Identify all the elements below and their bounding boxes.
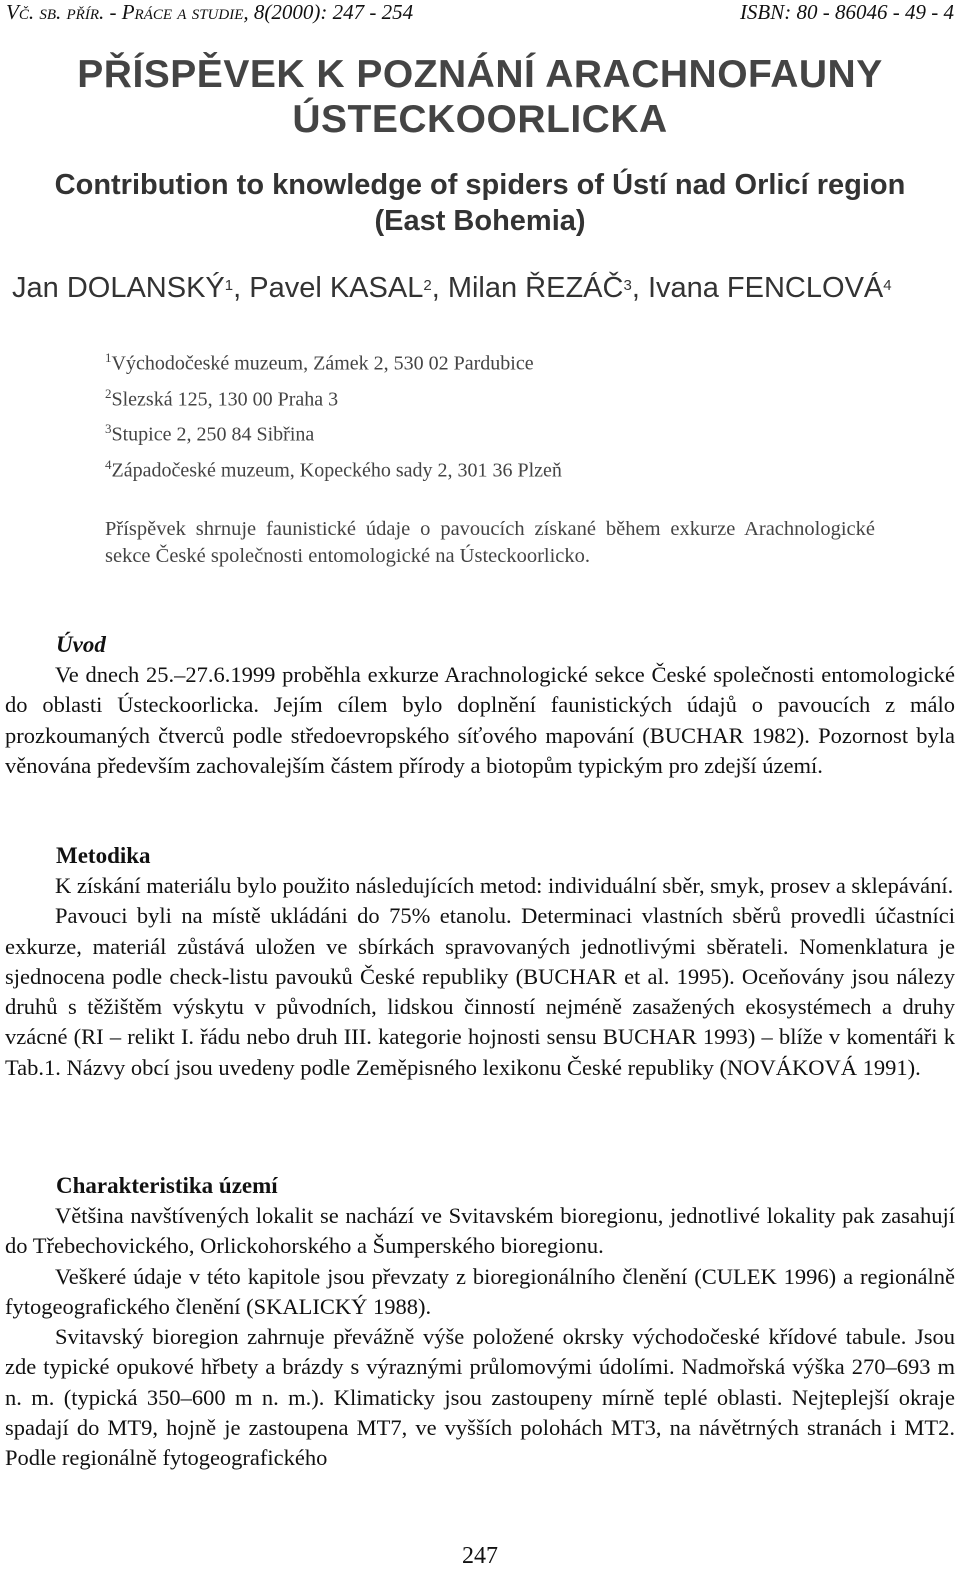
affiliation-mark: 3 xyxy=(105,421,112,437)
affiliation-text: Východočeské muzeum, Zámek 2, 530 02 Pardubice xyxy=(111,352,534,375)
author-affiliation-mark: 2 xyxy=(423,277,432,294)
affiliation-text: Západočeské muzeum, Kopeckého sady 2, 301 36 Plzeň xyxy=(111,459,562,482)
section-body-uvod xyxy=(5,660,955,781)
paragraph: Ve dnech 25.–27.6.1999 proběhla exkurze Arachnologické sekce České společnosti entomologické do oblasti Ústeckoorlicka. Jejím cílem bylo doplnění faunistických údajů o pavoucích z málo prozkoumaných čtverců podle středoevropského síťového mapování (BUCHAR 1982). Pozornost byla věnována především zachovalejším částem přírody a biotopům typickým pro zdejší území. xyxy=(5,662,955,778)
page-number: 247 xyxy=(462,1543,498,1569)
affiliation-item xyxy=(105,450,562,486)
paragraph: Pavouci byli na místě ukládáni do 75% etanolu. Determinaci vlastních sběrů provedli účastníci exkurze, materiál zůstává uložen ve sbírkách spravovaných jednotlivými sběrateli. Nomenklatura je sjednocena podle check-listu pavouků České republiky (BUCHAR et al. 1995). Oceňovány jsou nálezy druhů s těžištěm výskytu v původních, lidskou činností nejméně zasažených ekosystémech a druhy vzácné (RI – relikt I. řádu nebo druh III. kategorie hojnosti sensu BUCHAR 1993) – blíže v komentáři k Tab.1. Názvy obcí jsou uvedeny podle Zeměpisného lexikonu České republiky (NOVÁKOVÁ 1991). xyxy=(5,903,955,1080)
running-header xyxy=(6,0,954,26)
paragraph: Svitavský bioregion zahrnuje převážně výše položené okrsky východočeské křídové tabule. Jsou zde typické opukové hřbety a brázdy s výraznými průlomovými údolími. Nadmořská výška 270–693 m n. m. (typická 350–600 m n. m.). Klimaticky jsou zastoupeny mírně teplé oblasti. Nejteplejší okraje spadají do MT9, hojně je zastoupena MT7, ve vyšších polohách MT3, na návětrných stranách i MT2. Podle regionálně fytogeografického xyxy=(5,1324,955,1471)
paragraph: Většina navštívených lokalit se nachází ve Svitavském bioregionu, jednotlivé lokality pak zasahují do Třebechovického, Orlickohorského a Šumperského bioregionu. xyxy=(5,1203,955,1259)
affiliation-mark: 2 xyxy=(105,385,112,401)
paragraph: Veškeré údaje v této kapitole jsou převzaty z bioregionálního členění (CULEK 1996) a regionálně fytogeografického členění (SKALICKÝ 1988). xyxy=(5,1263,955,1319)
article-title xyxy=(0,52,960,142)
article-title-line-1: PŘÍSPĚVEK K POZNÁNÍ ARACHNOFAUNY xyxy=(77,53,883,96)
author-list: Jan DOLANSKÝ$^1$, Pavel KASAL$^2$, Milan ŘEZÁČ$^3$, Ivana FENCLOVÁ$^4$ xyxy=(12,272,892,304)
paragraph: K získání materiálu bylo použito následujících metod: individuální sběr, smyk, prosev a sklepávání. xyxy=(55,873,954,898)
author-affiliation-mark: 1 xyxy=(224,277,234,294)
affiliation-text: Slezská 125, 130 00 Praha 3 xyxy=(111,388,339,411)
section-body-metodika xyxy=(5,871,955,1083)
author-name: Jan DOLANSKÝ xyxy=(12,272,225,304)
abstract: Příspěvek shrnuje faunistické údaje o pavoucích získané během exkurze Arachnologické sekce České společnosti entomologické na Ústeckoorlicko. xyxy=(105,518,875,567)
article-subtitle xyxy=(0,167,960,239)
section-heading-charakteristika: Charakteristika území xyxy=(56,1173,278,1198)
section-heading-metodika: Metodika xyxy=(56,843,151,868)
author-name: Pavel KASAL xyxy=(249,272,424,304)
author-name: Ivana FENCLOVÁ xyxy=(647,272,884,304)
section-heading-uvod: Úvod xyxy=(56,632,106,657)
article-subtitle-line-2: (East Bohemia) xyxy=(374,205,586,237)
author-affiliation-mark: 4 xyxy=(883,277,892,294)
section-body-charakteristika xyxy=(5,1201,955,1474)
affiliation-mark: 4 xyxy=(105,456,112,472)
isbn: ISBN: 80 - 86046 - 49 - 4 xyxy=(739,0,954,24)
affiliation-item xyxy=(105,379,562,415)
article-title-line-2: ÚSTECKOORLICKA xyxy=(292,98,668,141)
affiliation-item xyxy=(105,343,562,379)
journal-citation: Vč. sb. přír. - Práce a studie, 8(2000): 247 - 254 xyxy=(6,0,414,24)
affiliation-list xyxy=(105,343,562,486)
affiliation-item xyxy=(105,414,562,450)
author-name: Milan ŘEZÁČ xyxy=(447,272,624,304)
affiliation-text: Stupice 2, 250 84 Sibřina xyxy=(111,423,315,446)
article-subtitle-line-1: Contribution to knowledge of spiders of Ústí nad Orlicí region xyxy=(54,169,906,201)
affiliation-mark: 1 xyxy=(105,350,112,365)
author-affiliation-mark: 3 xyxy=(623,277,632,294)
